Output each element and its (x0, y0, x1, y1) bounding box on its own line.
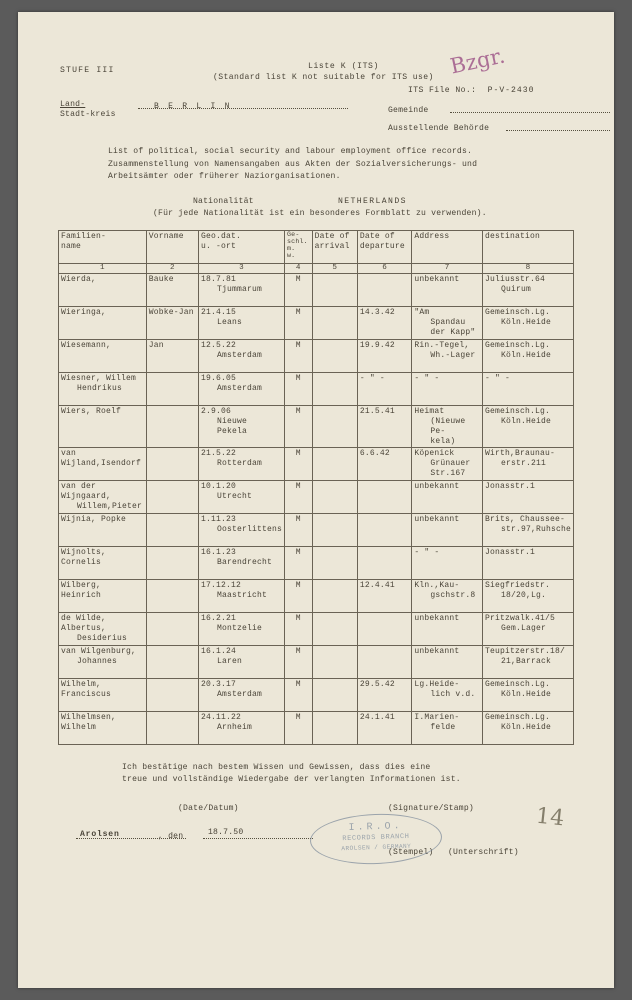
table-header-row (59, 231, 574, 264)
cell-geschlecht: M (285, 547, 313, 580)
cell-date-arrival (312, 712, 357, 745)
table-number-row (59, 264, 574, 274)
nationality-note: (Für jede Nationalität ist ein besonderes Formblatt zu verwenden). (153, 209, 487, 218)
land-label: Land- (60, 100, 86, 109)
cell-destination: Jonasstr.1 (482, 547, 573, 580)
cell-destination: Wirth,Braunau- erstr.211 (482, 448, 573, 481)
kreis-value: B E R L I N (154, 102, 232, 111)
col-number-3: 3 (198, 264, 284, 274)
col-header-date-of-arrival: Date of arrival (312, 231, 357, 264)
table-row (59, 547, 574, 580)
cell-date-departure (357, 646, 412, 679)
cell-destination: Gemeinsch.Lg. Köln.Heide (482, 712, 573, 745)
cell-vorname (146, 613, 198, 646)
cell-geburtsdatum-ort: 24.11.22 Arnheim (198, 712, 284, 745)
cell-geburtsdatum-ort: 10.1.20 Utrecht (198, 481, 284, 514)
description-line-3: Arbeitsämter oder früherer Naziorganisationen. (108, 172, 341, 182)
cell-date-arrival (312, 613, 357, 646)
col-number-4: 4 (285, 264, 313, 274)
cell-familienname: van Wilgenburg, Johannes (59, 646, 147, 679)
cell-date-arrival (312, 646, 357, 679)
stufe-label: STUFE III (60, 66, 115, 75)
table-row (59, 373, 574, 406)
cell-geschlecht: M (285, 448, 313, 481)
col-number-2: 2 (146, 264, 198, 274)
cell-geburtsdatum-ort: 21.5.22 Rotterdam (198, 448, 284, 481)
place-dotted-line (76, 838, 186, 839)
cell-geburtsdatum-ort: 16.1.24 Laren (198, 646, 284, 679)
cell-address: unbekannt (412, 514, 483, 547)
cell-date-arrival (312, 448, 357, 481)
form-sheet (58, 43, 578, 942)
table-row (59, 712, 574, 745)
cell-date-departure (357, 481, 412, 514)
cell-geschlecht: M (285, 481, 313, 514)
cell-vorname (146, 373, 198, 406)
cell-vorname: Wobke-Jan (146, 307, 198, 340)
table-row (59, 406, 574, 448)
cell-geschlecht: M (285, 373, 313, 406)
col-header-address: Address (412, 231, 483, 264)
behoerde-label: Ausstellende Behörde (388, 124, 490, 133)
cell-address: unbekannt (412, 274, 483, 307)
cell-vorname: Jan (146, 340, 198, 373)
cell-vorname (146, 406, 198, 448)
its-file-label: ITS File No.: (408, 86, 477, 95)
kreis-label: kreis (90, 110, 116, 120)
cell-destination: Gemeinsch.Lg. Köln.Heide (482, 340, 573, 373)
cell-geschlecht: M (285, 712, 313, 745)
cell-date-arrival (312, 514, 357, 547)
nationality-label: Nationalität (193, 197, 254, 206)
cell-date-departure: 12.4.41 (357, 580, 412, 613)
cell-date-departure: 19.9.42 (357, 340, 412, 373)
stamp-title: I.R.O. (348, 821, 403, 834)
col-header-geschlecht: Ge- schl. m. w. (285, 231, 313, 264)
land-stadt-labels (60, 100, 116, 120)
cell-familienname: Wiesner, Willem Hendrikus (59, 373, 147, 406)
cell-familienname: Wieringa, (59, 307, 147, 340)
cell-date-arrival (312, 580, 357, 613)
cell-date-arrival (312, 340, 357, 373)
cell-address: "Am Spandau der Kapp" (412, 307, 483, 340)
cell-familienname: Wilberg, Heinrich (59, 580, 147, 613)
cell-geschlecht: M (285, 514, 313, 547)
table-row (59, 274, 574, 307)
nationality-value: NETHERLANDS (338, 197, 407, 206)
cell-date-arrival (312, 406, 357, 448)
table-row (59, 481, 574, 514)
table-row (59, 646, 574, 679)
signature-caption: (Signature/Stamp) (388, 804, 474, 813)
cell-date-departure: 6.6.42 (357, 448, 412, 481)
cell-date-departure: 21.5.41 (357, 406, 412, 448)
cell-destination: Jonasstr.1 (482, 481, 573, 514)
table-body (59, 274, 574, 745)
table-head (59, 231, 574, 274)
cell-vorname (146, 481, 198, 514)
cell-address: Kln.,Kau- gschstr.8 (412, 580, 483, 613)
date-caption: (Date/Datum) (178, 804, 239, 813)
cell-geschlecht: M (285, 307, 313, 340)
cell-geschlecht: M (285, 274, 313, 307)
description-line-1: List of political, social security and labour employment office records. (108, 147, 473, 156)
cell-date-departure: 14.3.42 (357, 307, 412, 340)
gemeinde-dotted-line (450, 112, 610, 113)
cell-date-departure (357, 514, 412, 547)
cell-geschlecht: M (285, 613, 313, 646)
handwritten-scribble: Bzgr. (448, 43, 508, 79)
certification-text (122, 762, 562, 786)
cell-date-arrival (312, 679, 357, 712)
cell-geburtsdatum-ort: 20.3.17 Amsterdam (198, 679, 284, 712)
cell-date-departure: - " - (357, 373, 412, 406)
table-row (59, 340, 574, 373)
cell-destination: Teupitzerstr.18/ 21,Barrack (482, 646, 573, 679)
stamp-branch: RECORDS BRANCH (342, 832, 410, 844)
cell-geschlecht: M (285, 646, 313, 679)
cell-familienname: Wilhelmsen, Wilhelm (59, 712, 147, 745)
cell-date-arrival (312, 307, 357, 340)
cell-familienname: Wijnia, Popke (59, 514, 147, 547)
cell-vorname (146, 547, 198, 580)
table-row (59, 448, 574, 481)
cell-destination: Gemeinsch.Lg. Köln.Heide (482, 679, 573, 712)
cell-vorname (146, 712, 198, 745)
its-file-value: P-V-2430 (487, 86, 535, 95)
cell-geschlecht: M (285, 679, 313, 712)
cell-address: Heimat (Nieuwe Pe- kela) (412, 406, 483, 448)
col-header-destination: destination (482, 231, 573, 264)
kreis-dotted-line (138, 108, 348, 109)
cell-address: unbekannt (412, 613, 483, 646)
cell-destination: Brits, Chaussee- str.97,Ruhsche (482, 514, 573, 547)
table-row (59, 679, 574, 712)
cell-date-departure (357, 613, 412, 646)
col-number-8: 8 (482, 264, 573, 274)
table-row (59, 514, 574, 547)
certification-line-2: treue und vollständige Wiedergabe der verlangten Informationen ist. (122, 775, 461, 785)
cell-geburtsdatum-ort: 19.6.05 Amsterdam (198, 373, 284, 406)
cell-address: I.Marien- felde (412, 712, 483, 745)
cell-destination: Gemeinsch.Lg. Köln.Heide (482, 406, 573, 448)
table-row (59, 307, 574, 340)
cell-vorname (146, 580, 198, 613)
cell-date-departure (357, 547, 412, 580)
cell-address: Köpenick Grünauer Str.167 (412, 448, 483, 481)
cell-familienname: de Wilde, Albertus, Desiderius (59, 613, 147, 646)
cell-destination: Juliusstr.64 Quirum (482, 274, 573, 307)
document-page (18, 12, 614, 988)
cell-geburtsdatum-ort: 16.2.21 Montzelie (198, 613, 284, 646)
its-file-line (408, 86, 534, 96)
cell-date-departure (357, 274, 412, 307)
col-number-7: 7 (412, 264, 483, 274)
cell-familienname: van Wijland,Isendorf (59, 448, 147, 481)
cell-geburtsdatum-ort: 12.5.22 Amsterdam (198, 340, 284, 373)
cell-address: Lg.Heide- lich v.d. (412, 679, 483, 712)
cell-vorname (146, 646, 198, 679)
col-number-5: 5 (312, 264, 357, 274)
col-header-familienname: Familien- name (59, 231, 147, 264)
cell-date-departure: 29.5.42 (357, 679, 412, 712)
date-value: 18.7.50 (208, 828, 244, 837)
stamp-location: AROLSEN / GERMANY (341, 842, 412, 852)
col-number-6: 6 (357, 264, 412, 274)
table-row (59, 613, 574, 646)
cell-vorname (146, 679, 198, 712)
stadt-label: Stadt-kreis (60, 110, 116, 120)
cell-geburtsdatum-ort: 1.11.23 Oosterlittens (198, 514, 284, 547)
cell-geschlecht: M (285, 580, 313, 613)
pen-page-number: 14 (534, 803, 566, 832)
den-label: , den (158, 832, 184, 841)
cell-familienname: Wierda, (59, 274, 147, 307)
place-value: Arolsen (80, 830, 120, 839)
cell-familienname: Wiers, Roelf (59, 406, 147, 448)
cell-geschlecht: M (285, 406, 313, 448)
col-number-1: 1 (59, 264, 147, 274)
cell-vorname (146, 448, 198, 481)
cell-date-arrival (312, 274, 357, 307)
cell-familienname: van der Wijngaard, Willem,Pieter (59, 481, 147, 514)
cell-destination: - " - (482, 373, 573, 406)
cell-address: Rin.-Tegel, Wh.-Lager (412, 340, 483, 373)
cell-address: - " - (412, 373, 483, 406)
table-row (59, 580, 574, 613)
list-subtitle: (Standard list K not suitable for ITS use) (213, 73, 434, 82)
cell-geburtsdatum-ort: 16.1.23 Barendrecht (198, 547, 284, 580)
header-top (58, 43, 578, 86)
cell-destination: Pritzwalk.41/5 Gem.Lager (482, 613, 573, 646)
cell-geschlecht: M (285, 340, 313, 373)
col-header-geburtsdatum: Geo.dat. u. -ort (198, 231, 284, 264)
cell-date-arrival (312, 481, 357, 514)
col-header-date-of-departure: Date of departure (357, 231, 412, 264)
description-block (108, 146, 578, 184)
list-title: Liste K (ITS) (308, 62, 379, 71)
cell-familienname: Wiesemann, (59, 340, 147, 373)
date-dotted-line (203, 838, 313, 839)
cell-address: - " - (412, 547, 483, 580)
records-table (58, 230, 574, 745)
cell-familienname: Wijnolts, Cornelis (59, 547, 147, 580)
cell-familienname: Wilhelm, Franciscus (59, 679, 147, 712)
cell-geburtsdatum-ort: 18.7.81 Tjummarum (198, 274, 284, 307)
cell-geburtsdatum-ort: 2.9.06 Nieuwe Pekela (198, 406, 284, 448)
stempel-caption: (Stempel) (388, 848, 434, 857)
unterschrift-caption: (Unterschrift) (448, 848, 519, 857)
cell-geburtsdatum-ort: 17.12.12 Maastricht (198, 580, 284, 613)
cell-date-arrival (312, 547, 357, 580)
cell-address: unbekannt (412, 646, 483, 679)
gemeinde-label: Gemeinde (388, 106, 429, 115)
cell-date-arrival (312, 373, 357, 406)
col-header-vorname: Vorname (146, 231, 198, 264)
cell-geburtsdatum-ort: 21.4.15 Leans (198, 307, 284, 340)
description-line-2: Zusammenstellung von Namensangaben aus Akten der Sozialversicherungs- und (108, 159, 478, 169)
cell-vorname: Bauke (146, 274, 198, 307)
certification-line-1: Ich bestätige nach bestem Wissen und Gewissen, dass dies eine (122, 763, 431, 772)
cell-date-departure: 24.1.41 (357, 712, 412, 745)
cell-vorname (146, 514, 198, 547)
behoerde-dotted-line (506, 130, 610, 131)
cell-destination: Gemeinsch.Lg. Köln.Heide (482, 307, 573, 340)
cell-destination: Siegfriedstr. 18/20,Lg. (482, 580, 573, 613)
cell-address: unbekannt (412, 481, 483, 514)
